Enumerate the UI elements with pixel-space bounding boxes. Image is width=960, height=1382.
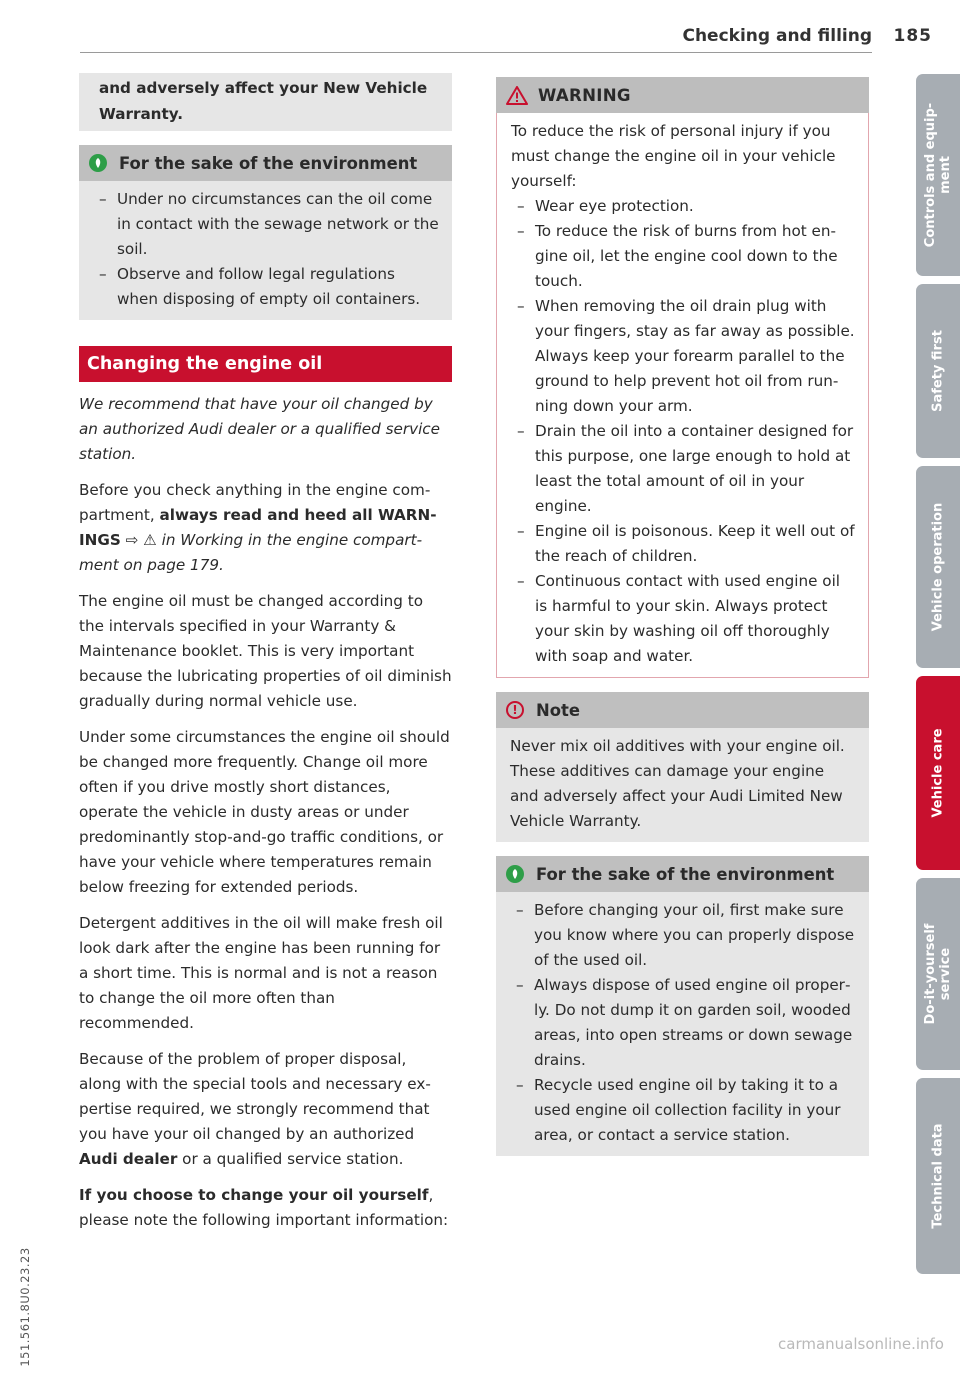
list-item: – Continuous contact with used engine oil is harmful to your skin. Always protect your skin by washing oil off thoroughly with soap and water.: [511, 569, 856, 669]
list-item: – Engine oil is poisonous. Keep it well out of the reach of children.: [511, 519, 856, 569]
paragraph: Under some circumstances the engine oil should be changed more frequently. Change oil more often if you drive mostly short distances, operate the vehicle in dusty areas or under predominantly stop-and-go traffic conditions, or have your vehicle where temperatures remain below freezing for extended periods.: [79, 728, 450, 896]
tab-vehicle-operation[interactable]: Vehicle operation: [916, 466, 960, 668]
warning-triangle-icon: ⚠: [143, 531, 157, 549]
environment-box-body: [79, 181, 452, 320]
paragraph: The engine oil must be changed according to the intervals specified in your Warranty & Maintenance booklet. This is very important because the lubricating properties of oil diminish gradually during normal vehicle use.: [79, 592, 452, 710]
warning-box-title: WARNING: [538, 85, 631, 105]
list-item: – Always dispose of used engine oil properly. Do not dump it on garden soil, wooded areas, into open streams or down sewage drains.: [510, 973, 857, 1073]
environment-box-header: [496, 856, 869, 892]
warning-box-body: [496, 113, 869, 678]
warning-triangle-icon: [506, 86, 528, 105]
environment-box-title: For the sake of the environment: [119, 153, 418, 173]
warning-box-header: [496, 77, 869, 113]
exclamation-circle-icon: !: [506, 701, 524, 719]
right-column: [496, 77, 869, 1156]
paragraph: Detergent additives in the oil will make fresh oil look dark after the engine has been running for a short time. This is normal and is not a reason to change the oil more often than recommended.: [79, 914, 443, 1032]
list-item: – When removing the oil drain plug with your fingers, stay as far away as possible. Always keep your forearm parallel to the ground to help prevent hot oil from running down your arm.: [511, 294, 856, 419]
list-item: – Observe and follow legal regulations when disposing of empty oil containers.: [93, 262, 440, 312]
watermark: carmanualsonline.info: [778, 1335, 944, 1353]
intro-paragraph: We recommend that have your oil changed by an authorized Audi dealer or a qualified service station.: [79, 395, 440, 463]
section-title: Changing the engine oil: [79, 346, 452, 382]
header-rule: [80, 52, 872, 53]
note-box-title: Note: [536, 700, 580, 720]
list-item: – To reduce the risk of burns from hot engine oil, let the engine cool down to the touch.: [511, 219, 856, 294]
tab-do-it-yourself-service[interactable]: Do-it-yourself service: [916, 878, 960, 1070]
tab-technical-data[interactable]: Technical data: [916, 1078, 960, 1274]
cross-reference-link[interactable]: in Working in the engine compartment on page 179.: [79, 531, 423, 574]
list-item: – Wear eye protection.: [511, 194, 856, 219]
list-item: – Before changing your oil, first make sure you know where you can properly dispose of the used oil.: [510, 898, 857, 973]
list-item: – Recycle used engine oil by taking it to a used engine oil collection facility in your area, or contact a service station.: [510, 1073, 857, 1148]
list-item: – Under no circumstances can the oil come in contact with the sewage network or the soil.: [93, 187, 440, 262]
tab-controls-and-equipment[interactable]: Controls and equip- ment: [916, 74, 960, 276]
warning-intro: To reduce the risk of personal injury if you must change the engine oil in your vehicle yourself:: [511, 122, 836, 190]
chapter-tabs: [916, 74, 960, 1282]
tab-safety-first[interactable]: Safety first: [916, 284, 960, 458]
paragraph: If you choose to change your oil yourself, please note the following important information:: [79, 1186, 449, 1229]
left-column: [79, 73, 452, 1244]
list-item: – Drain the oil into a container designed for this purpose, one large enough to hold at least the total amount of oil in your engine.: [511, 419, 856, 519]
leaf-icon: [506, 865, 524, 883]
paragraph: Because of the problem of proper disposal, along with the special tools and necessary expertise required, we strongly recommend that you have your oil changed by an authorized Audi dealer or a qualified service station.: [79, 1050, 431, 1168]
environment-box-body: [496, 892, 869, 1156]
note-box-body: Never mix oil additives with your engine oil. These additives can damage your engine and adversely affect your Audi Limited New Vehicle Warranty.: [496, 728, 869, 842]
leaf-icon: [89, 154, 107, 172]
note-box-header: [496, 692, 869, 728]
paragraph-warnings-reference: Before you check anything in the engine compartment, always read and heed all WARNINGS ⇨ ⚠ in Working in the engine compartment on page 179.: [79, 481, 437, 574]
environment-box-header: [79, 145, 452, 181]
page-number: 185: [893, 26, 932, 46]
tab-vehicle-care[interactable]: Vehicle care: [916, 676, 960, 870]
document-id: 151.561.8U0.23.23: [18, 1247, 32, 1367]
running-header-title: Checking and filling: [682, 26, 872, 46]
warranty-continuation: and adversely affect your New Vehicle Warranty.: [79, 73, 452, 131]
environment-box-title: For the sake of the environment: [536, 864, 835, 884]
